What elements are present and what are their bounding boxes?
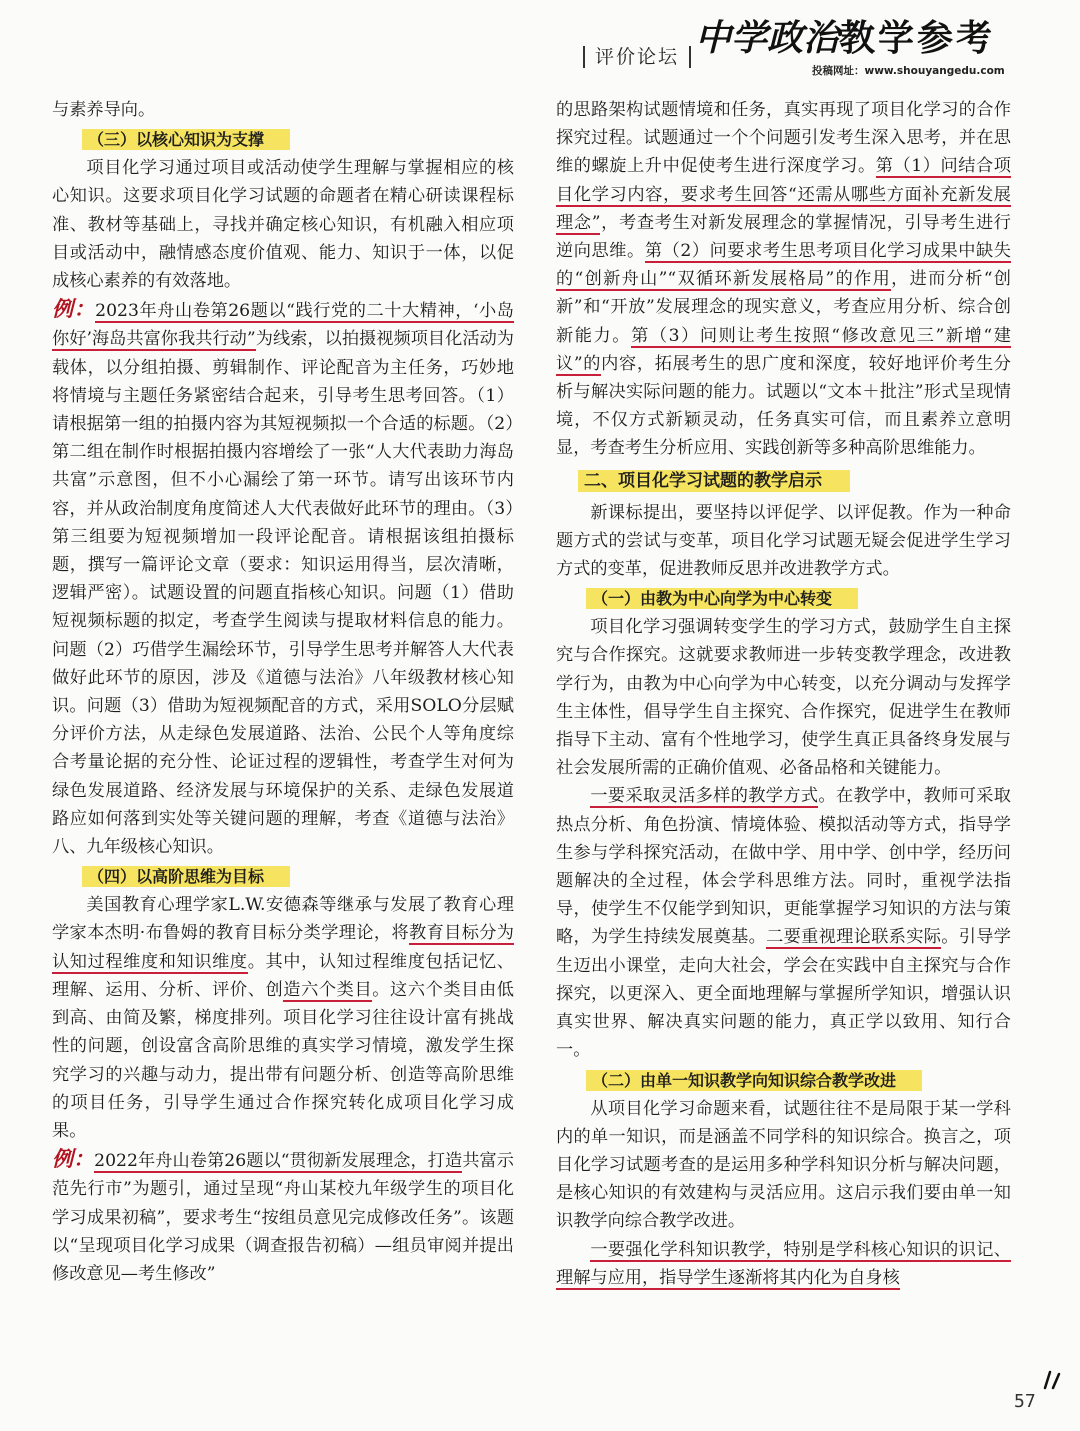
journal-title [695, 10, 995, 61]
example-paragraph [52, 295, 514, 861]
underlined-text: 第（3）问则让考生按照“修改意见三”新增“建议”的 [556, 325, 1011, 374]
handwritten-example-mark: 例： [52, 1147, 95, 1172]
paragraph [556, 1236, 1011, 1292]
text: 共富示范先行市”为题引，通过呈现“舟山某校九年级学生的项目化学习成果初稿”，要求考生“按组员意见完成修改任务”。该题以“呈现项目化学习成果（调查报告初稿）—组员审阅并提出修改意见—考生修改” [52, 1151, 514, 1284]
paragraph: 新课标提出，要坚持以评促学、以评促教。作为一种命题方式的尝试与变革，项目化学习试题无疑会促进学生学习方式的变革，促进教师反思并改进教学方式。 [556, 502, 1011, 580]
paragraph: 从项目化学习命题来看，试题往往不是局限于某一学科内的单一知识，而是涵盖不同学科的知识综合。换言之，项目化学习试题考查的是运用多种学科知识分析与解决问题，是核心知识的有效建构与灵活应用。这启示我们要由单一知识教学向综合教学改进。 [556, 1098, 1011, 1232]
paragraph: 与素养导向。 [52, 100, 156, 120]
page-number: 57 [1014, 1391, 1036, 1412]
section-heading: （一）由教为中心向学为中心转变 [556, 585, 1011, 613]
underlined-text: 二要重视理论联系实际 [766, 927, 942, 948]
paragraph: 美国教育心理学家L.W.安德森等继承与发展了教育心理学家本杰明·布鲁姆的教育目标分类学理论，将教育目标分为认知过程维度和知识维度。其中，认知过程维度包括记忆、理解、运用、分析、评价、创造六个类目。这六个类目由低到高、由简及繁，梯度排列。项目化学习往往设计富有挑战性的问题，创设富含高阶思维的真实学习情境，激发学生探究学习的兴趣与动力，提出带有问题分析、创造等高阶思维的项目任务，引导学生通过合作探究转化成项目化学习成果。 [52, 895, 514, 1141]
example-paragraph [52, 1145, 514, 1288]
column-label: 评价论坛 [583, 46, 679, 68]
section-heading: （三）以核心知识为支撑 [52, 126, 514, 154]
handwritten-stroke-icon [1042, 1368, 1062, 1390]
handwritten-example-mark: 例： [52, 297, 96, 322]
section-heading: （二）由单一知识教学向知识综合教学改进 [556, 1067, 1011, 1095]
underlined-text: 一要采取灵活多样的教学方式 [590, 786, 819, 807]
journal-script: 中学政治 [695, 18, 840, 59]
chapter-heading: 二、项目化学习试题的教学启示 [578, 467, 1011, 495]
underlined-text: 2023年舟山卷第26题以“践行党的二十大精神，‘小岛你好’海岛共富你我共行动” [52, 301, 514, 350]
underlined-text: 一要强化学科知识教学，特别是学科核心知识的识记、理解与应用，指导学生逐渐将其内化为自身核 [556, 1239, 1011, 1288]
submission-website: 投稿网址：www.shouyangedu.com [812, 65, 1005, 77]
underlined-text: 第（1）问结合项目化学习内容，要求考生回答“还需从哪些方面补充新发展理念” [556, 156, 1011, 233]
underlined-text: 造六个类目 [283, 979, 373, 1000]
paragraph: 一要采取灵活多样的教学方式。在教学中，教师可采取热点分析、角色扮演、情境体验、模拟活动等方式，指导学生参与学科探究活动，在做中学、用中学、创中学，经历问题解决的全过程，体会学科思维方法。同时，重视学法指导，使学生不仅能学到知识，更能掌握学习知识的方法与策略，为学生持续发展奠基。二要重视理论联系实际。引导学生迈出小课堂，走向大社会，学会在实践中自主探究与合作探究，以更深入、更全面地理解与掌握所学知识，增强认识真实世界、解决真实问题的能力，真正学以致用、知行合一。 [556, 786, 1011, 1061]
journal-name: 教学参考 [839, 18, 996, 59]
underlined-text: 教育目标分为认知过程维度和知识维度 [52, 923, 514, 972]
page-header [0, 0, 1080, 95]
underlined-text: 2022年舟山卷第26题以“贯彻新发展理念，打造 [94, 1151, 463, 1172]
paragraph: 项目化学习强调转变学生的学习方式，鼓励学生自主探究与合作探究。这就要求教师进一步转变教学理念，改进教学行为，由教为中心向学为中心转变，以充分调动与发挥学生主体性，倡导学生自主探究、合作探究，促进学生在教师指导下主动、富有个性地学习，使学生真正具备终身发展与社会发展所需的正确价值观、必备品格和关键能力。 [556, 617, 1011, 779]
underlined-text: 第（2）问要求考生思考项目化学习成果中缺失的“创新舟山”“双循环新发展格局”的作用 [556, 241, 1011, 290]
paragraph: 项目化学习通过项目或活动使学生理解与掌握相应的核心知识。这要求项目化学习试题的命题者在精心研读课程标准、教材等基础上，寻找并确定核心知识，有机融入相应项目或活动中，融情感态度价值观、能力、知识于一体，以促成核心素养的有效落地。 [52, 158, 514, 292]
left-column [52, 96, 514, 1288]
text: 为线索，以拍摄视频项目化活动为载体，以分组拍摄、剪辑制作、评论配音为主任务，巧妙地将情境与主题任务紧密结合起来，引导考生思考回答。（1）请根据第一组的拍摄内容为其短视频拟一个合适的标题。（2）第二组在制作时根据拍摄内容增绘了一张“人大代表助力海岛共富”示意图，但不小心漏绘了第一环节。请写出该环节内容，并从政治制度角度简述人大代表做好此环节的理由。（3）第三组要为短视频增加一段评论配音。请根据该组拍摄标题，撰写一篇评论文章（要求：知识运用得当，层次清晰，逻辑严密）。试题设置的问题直指核心知识。问题（1）借助短视频标题的拟定，考查学生阅读与提取材料信息的能力。问题（2）巧借学生漏绘环节，引导学生思考并解答人大代表做好此环节的原因，涉及《道德与法治》八年级教材核心知识。问题（3）借助为短视频配音的方式，采用SOLO分层赋分评价方法，从走绿色发展道路、法治、公民个人等角度综合考量论据的充分性、论证过程的逻辑性，考查学生对何为绿色发展道路、经济发展与环境保护的关系、走绿色发展道路应如何落到实处等关键问题的理解，考查《道德与法治》八、九年级核心知识。 [52, 329, 514, 858]
right-column [556, 96, 1011, 1292]
section-heading: （四）以高阶思维为目标 [52, 863, 514, 891]
paragraph: 的思路架构试题情境和任务，真实再现了项目化学习的合作探究过程。试题通过一个个问题引发考生深入思考，并在思维的螺旋上升中促使考生进行深度学习。第（1）问结合项目化学习内容，要求考生回答“还需从哪些方面补充新发展理念”，考查考生对新发展理念的掌握情况，引导考生进行逆向思维。第（2）问要求考生思考项目化学习成果中缺失的“创新舟山”“双循环新发展格局”的作用，进而分析“创新”和“开放”发展理念的现实意义，考查应用分析、综合创新能力。第（3）问则让考生按照“修改意见三”新增“建议”的内容，拓展考生的思广度和深度，较好地评价考生分析与解决实际问题的能力。试题以“文本＋批注”形式呈现情境，不仅方式新颖灵动，任务真实可信，而且素养立意明显，考查考生分析应用、实践创新等多种高阶思维能力。 [556, 100, 1011, 459]
